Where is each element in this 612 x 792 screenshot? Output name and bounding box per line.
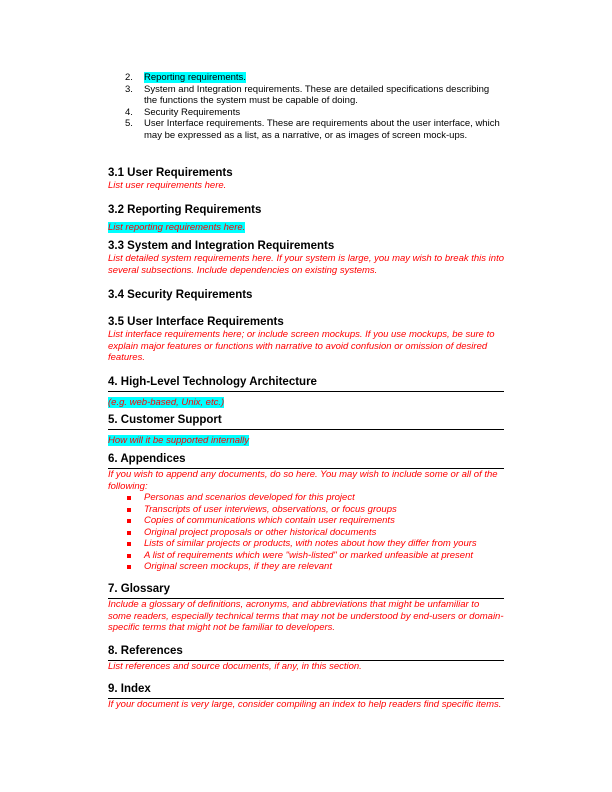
- section-4: [108, 376, 504, 410]
- list-text: A list of requirements which were "wish-listed" or marked unfeasible at present: [144, 549, 474, 561]
- list-item: [108, 118, 503, 141]
- bullet-icon: [127, 508, 131, 512]
- section-instructions: How will it be supported internally: [108, 435, 249, 446]
- section-heading: 3.3 System and Integration Requirements: [108, 240, 335, 252]
- section-heading: 9. Index: [108, 683, 504, 699]
- requirements-list: [108, 72, 503, 141]
- section-instructions: List interface requirements here; or include screen mockups. If you use mockups, be sure to explain major features or functions with narrative to avoid confusion or omission of desired features.: [108, 329, 495, 363]
- list-text: Security Requirements: [144, 106, 241, 118]
- bullet-icon: [127, 554, 131, 558]
- bullet-icon: [127, 531, 131, 535]
- section-heading: 6. Appendices: [108, 453, 504, 469]
- section-heading: 3.1 User Requirements: [108, 167, 233, 179]
- list-text: Reporting requirements.: [144, 72, 246, 83]
- list-text: Personas and scenarios developed for this project: [144, 492, 355, 503]
- list-item: [108, 492, 504, 504]
- appendix-list: [108, 492, 504, 573]
- section-9: [108, 683, 504, 711]
- bullet-icon: [127, 519, 131, 523]
- section-instructions: List detailed system requirements here. If your system is large, you may wish to break this into several subsections. Include dependencies on existing systems.: [108, 253, 504, 276]
- section-3-1: [108, 167, 504, 192]
- list-text: Original project proposals or other historical documents: [144, 526, 377, 538]
- list-item: [108, 527, 504, 539]
- section-7: [108, 583, 504, 634]
- list-item: [108, 107, 503, 119]
- section-6: [108, 453, 504, 573]
- list-number: 2.: [125, 72, 133, 83]
- section-3-3: [108, 240, 504, 276]
- bullet-icon: [127, 496, 131, 500]
- list-text: Transcripts of user interviews, observations, or focus groups: [144, 503, 397, 515]
- section-heading: 8. References: [108, 645, 504, 661]
- list-item: [108, 84, 503, 107]
- list-text: User Interface requirements. These are requirements about the user interface, which may be expressed as a list, as a narrative, or as images of screen mock-ups.: [144, 118, 500, 141]
- section-heading: 3.5 User Interface Requirements: [108, 316, 284, 328]
- list-number: 3.: [125, 83, 133, 95]
- list-item: [108, 561, 504, 573]
- list-item: [108, 550, 504, 562]
- list-item: [108, 504, 504, 516]
- section-instructions: (e.g. web-based, Unix, etc.): [108, 397, 225, 408]
- section-heading: 5. Customer Support: [108, 414, 504, 430]
- list-text: Original screen mockups, if they are relevant: [144, 561, 332, 572]
- list-number: 4.: [125, 106, 133, 118]
- section-instructions: Include a glossary of definitions, acronyms, and abbreviations that might be unfamiliar to some readers, especially technical terms that may not be understood by end-users or domain-specific terms that might not be familiar to developers.: [108, 599, 504, 633]
- section-3-2: [108, 204, 504, 235]
- list-item: [108, 515, 504, 527]
- section-3-4: [108, 289, 504, 302]
- list-text: Lists of similar projects or products, with notes about how they differ from yours: [144, 538, 477, 549]
- section-heading: 7. Glossary: [108, 583, 504, 599]
- list-item: [108, 72, 503, 84]
- list-text: System and Integration requirements. These are detailed specifications describing the functions the system must be capable of doing.: [144, 83, 490, 106]
- section-instructions: List reporting requirements here.: [108, 222, 246, 233]
- section-heading: 4. High-Level Technology Architecture: [108, 376, 504, 392]
- bullet-icon: [127, 542, 131, 546]
- section-instructions: If your document is very large, consider compiling an index to help readers find specific items.: [108, 699, 502, 710]
- section-heading: 3.2 Reporting Requirements: [108, 204, 262, 216]
- section-instructions: List user requirements here.: [108, 180, 227, 191]
- section-heading: 3.4 Security Requirements: [108, 289, 253, 301]
- section-instructions: List references and source documents, if any, in this section.: [108, 661, 362, 672]
- section-5: [108, 414, 504, 448]
- list-item: [108, 538, 504, 550]
- section-8: [108, 645, 504, 673]
- list-number: 5.: [125, 118, 133, 129]
- section-instructions: If you wish to append any documents, do so here. You may wish to include some or all of the following:: [108, 469, 498, 492]
- list-text: Copies of communications which contain user requirements: [144, 515, 395, 526]
- section-3-5: [108, 316, 504, 364]
- bullet-icon: [127, 565, 131, 569]
